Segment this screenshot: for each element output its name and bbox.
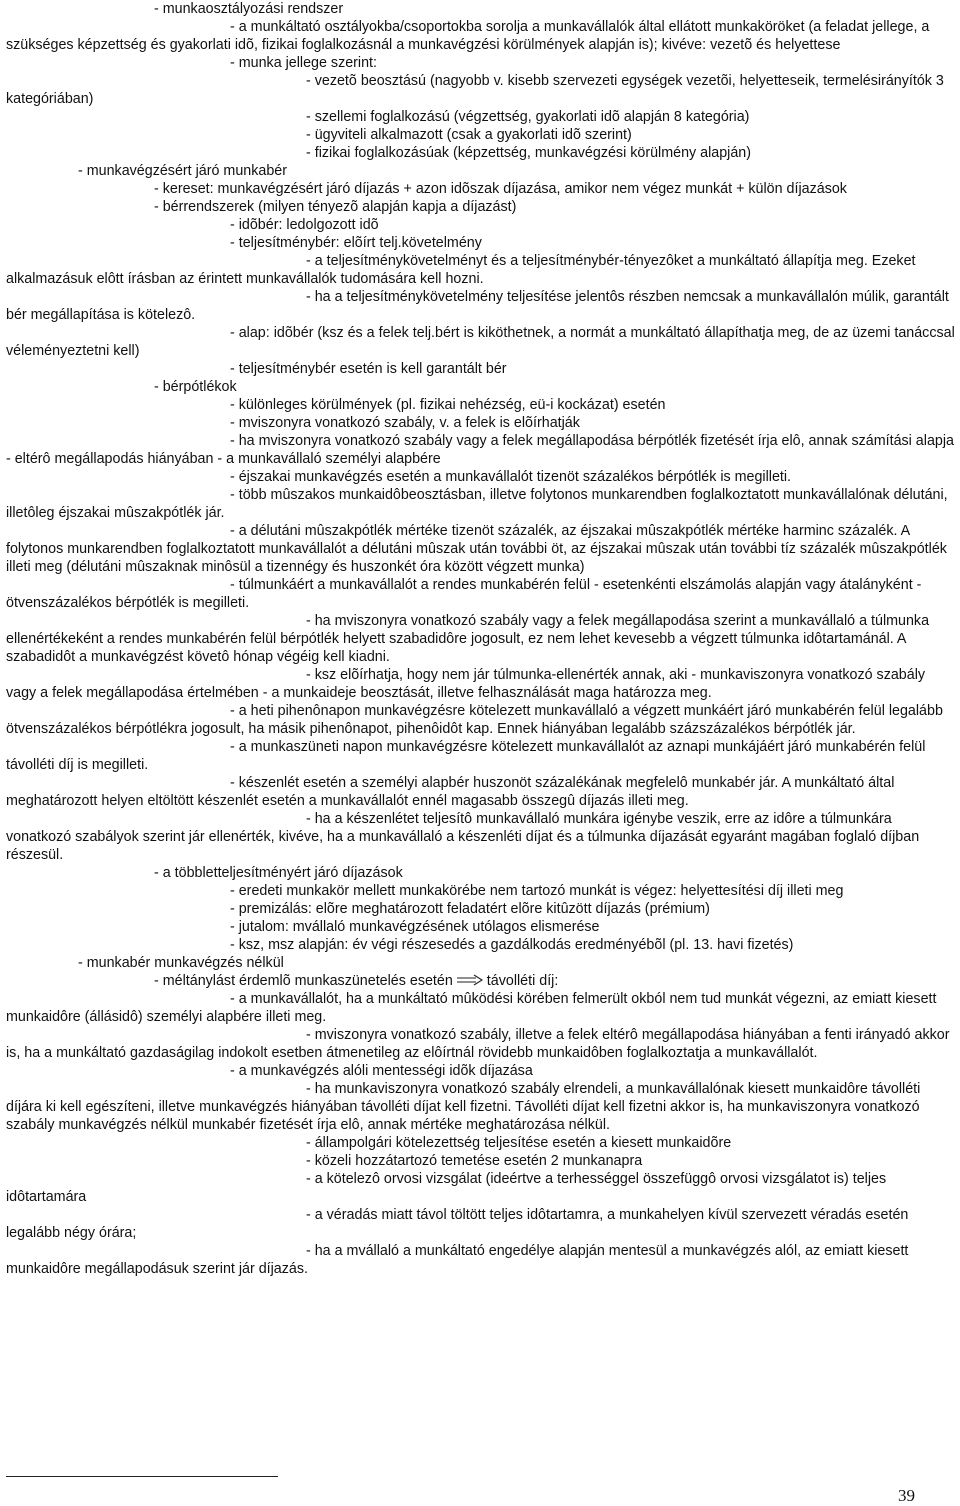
- text-line: - ksz, msz alapján: év végi részesedés a gazdálkodás eredményébõl (pl. 13. havi fizetés): [230, 937, 794, 953]
- right-arrow-icon: [456, 974, 484, 986]
- text-line: - ha a készenlétet teljesítô munkavállaló munkára igénybe veszik, erre az idôre a túlmunkára vonatkozó szabályok szerint jár ellenérték, kivéve, ha a munkavállaló a készenléti díjat és a túlmunka díjazását egyaránt magában foglaló díjban részesül.: [6, 811, 920, 863]
- text-line: - ha a mvállaló a munkáltató engedélye alapján mentesül a munkavégzés alól, az emiatt kiesett munkaidôre megállapodásuk szerint jár díjazás.: [6, 1243, 909, 1277]
- text-line: - bérpótlékok: [154, 379, 237, 395]
- text-line: - fizikai foglalkozásúak (képzettség, munkavégzési körülmény alapján): [306, 145, 752, 161]
- text-line: - bérrendszerek (milyen tényezõ alapján kapja a díjazást): [154, 199, 517, 215]
- arrow-line: [6, 972, 956, 990]
- document-body: [6, 0, 956, 1278]
- text-line: - ksz elõírhatja, hogy nem jár túlmunka-ellenérték annak, aki - munkaviszonyra vonatkozó szabály vagy a felek megállapodása értelmében - a munkaideje beosztását, illetve felhasználását maga határozza meg.: [6, 667, 926, 701]
- text-line: - vezetõ beosztású (nagyobb v. kisebb szervezeti egységek vezetõi, helyetteseik, termelésirányítók 3 kategóriában): [6, 73, 944, 107]
- text-line: - a munkavégzés alóli mentességi idõk díjazása: [230, 1063, 533, 1079]
- text-line: - különleges körülmények (pl. fizikai nehézség, eü-i kockázat) esetén: [230, 397, 666, 413]
- text-line: - ha mviszonyra vonatkozó szabály vagy a felek megállapodása bérpótlék fizetését írja elô, annak számítási alapja - eltérô megállapodás hiányában - a munkavállaló személyi alapbére: [6, 433, 954, 467]
- text-line: - készenlét esetén a személyi alapbér huszonöt százalékának megfelelô munkabér jár. A munkáltató által meghatározott helyen eltöltött készenlét esetén a munkavállalót ennél magasabb összegû díjazás illeti meg.: [6, 775, 895, 809]
- text-line: - a heti pihenônapon munkavégzésre kötelezett munkavállaló a végzett munkáért járó munkabérén felül legalább ötvenszázalékos bérpótlékra jogosult, ha másik pihenônapot, pihenôidôt kap. Ennek hiányában legalább százszázalékos bérpótlék jár.: [6, 703, 943, 737]
- text-line: - teljesítménybér: elõírt telj.követelmény: [230, 235, 482, 251]
- text-line: - ha munkaviszonyra vonatkozó szabály elrendeli, a munkavállalónak kiesett munkaidôre távolléti díjára ki kell egészíteni, illetve munkavégzés hiányában távolléti díjat kell fizetni. Távolléti díjat kell fizetni akkor is, ha munkaviszonyra vonatkozó szabály munkavégzés nélkül munkabér fizetését írja elô, annak mértéke meghatározása nélkül.: [6, 1081, 921, 1133]
- text-line: - mviszonyra vonatkozó szabály, illetve a felek eltérô megállapodása hiányában a fenti irányadó akkor is, ha a munkáltató gazdaságilag indokolt esetben átmenetileg az elôírtnál rövidebb munkaidôben foglalkoztatja a munkavállalót.: [6, 1027, 950, 1061]
- text-line: - munkaosztályozási rendszer: [154, 1, 344, 17]
- text-line: - a munkaszüneti napon munkavégzésre kötelezett munkavállalót az aznapi munkájáért járó munkabérén felül távolléti díj is megilleti.: [6, 739, 926, 773]
- footnote-divider: [6, 1476, 278, 1477]
- text-line: - ha a teljesítménykövetelmény teljesítése jelentôs részben nemcsak a munkavállalón múlik, garantált bér megállapítása is kötelezô.: [6, 289, 949, 323]
- text-line: - a teljesítménykövetelményt és a teljesítménybér-tényezôket a munkáltató állapítja meg. Ezeket alkalmazásuk elôtt írásban az érintett munkavállalók tudomására kell hozni.: [6, 253, 916, 287]
- text-line: - munka jellege szerint:: [230, 55, 378, 71]
- text-line: - idõbér: ledolgozott idõ: [230, 217, 379, 233]
- arrow-line-before: - méltánylást érdemlõ munkaszünetelés esetén: [154, 973, 453, 989]
- text-line: - szellemi foglalkozású (végzettség, gyakorlati idõ alapján 8 kategória): [306, 109, 750, 125]
- text-line: - a munkavállalót, ha a munkáltató mûködési körében felmerült okból nem tud munkát végezni, az emiatt kiesett munkaidôre (állásidô) személyi alapbére illeti meg.: [6, 991, 937, 1025]
- text-block-wages: [6, 0, 956, 972]
- text-line: - alap: idõbér (ksz és a felek telj.bért is kiköthetnek, a normát a munkáltató állapíthatja meg, de az üzemi tanáccsal véleményeztetni kell): [6, 325, 955, 359]
- text-line: - a munkáltató osztályokba/csoportokba sorolja a munkavállalók által ellátott munkaköröket (a feladat jellege, a szükséges képzettség és gyakorlati idõ, fizikai foglalkozásnál a munkavégzési körülmények alapján is); kivéve: vezetõ és helyettese: [6, 19, 930, 53]
- text-line: - jutalom: mvállaló munkavégzésének utólagos elismerése: [230, 919, 600, 935]
- text-line: - állampolgári kötelezettség teljesítése esetén a kiesett munkaidõre: [306, 1135, 732, 1151]
- text-line: - premizálás: elõre meghatározott feladatért elõre kitûzött díjazás (prémium): [230, 901, 710, 917]
- text-line: - a véradás miatt távol töltött teljes idôtartamra, a munkahelyen kívül szervezett véradás esetén legalább négy órára;: [6, 1207, 909, 1241]
- text-line: - a délutáni mûszakpótlék mértéke tizenöt százalék, az éjszakai mûszakpótlék mértéke harminc százalék. A folytonos munkarendben foglalkoztatott munkavállalót a délutáni mûszak után további öt, az éjszakai mûszak után további tíz százalék mûszakpótlék illeti meg (délutáni mûszaknak minôsül a tizennégy és huszonkét óra között végzett munka): [6, 523, 947, 575]
- text-line: - túlmunkáért a munkavállalót a rendes munkabérén felül - esetenkénti elszámolás alapján vagy átalányként - ötvenszázalékos bérpótlék is megilleti.: [6, 577, 922, 611]
- text-block-absence: [6, 990, 956, 1278]
- text-line: - több mûszakos munkaidôbeosztásban, illetve folytonos munkarendben foglalkoztatott munkavállalónak délutáni, illetôleg éjszakai mûszakpótlék jár.: [6, 487, 948, 521]
- text-line: - eredeti munkakör mellett munkakörébe nem tartozó munkát is végez: helyettesítési díj illeti meg: [230, 883, 844, 899]
- text-line: - munkavégzésért járó munkabér: [78, 163, 287, 179]
- text-line: - közeli hozzátartozó temetése esetén 2 munkanapra: [306, 1153, 643, 1169]
- text-line: - a kötelezô orvosi vizsgálat (ideértve a terhességgel összefüggô orvosi vizsgálatot is) teljes idôtartamára: [6, 1171, 887, 1205]
- text-line: - ügyviteli alkalmazott (csak a gyakorlati idõ szerint): [306, 127, 632, 143]
- text-line: - munkabér munkavégzés nélkül: [78, 955, 284, 971]
- text-line: - mviszonyra vonatkozó szabály, v. a felek is elõírhatják: [230, 415, 580, 431]
- page-number: 39: [898, 1486, 915, 1505]
- text-line: - éjszakai munkavégzés esetén a munkavállalót tizenöt százalékos bérpótlék is megilleti.: [230, 469, 792, 485]
- text-line: - a többletteljesítményért járó díjazások: [154, 865, 403, 881]
- text-line: - teljesítménybér esetén is kell garantált bér: [230, 361, 507, 377]
- text-line: - kereset: munkavégzésért járó díjazás + azon idõszak díjazása, amikor nem végez munkát + külön díjazások: [154, 181, 847, 197]
- arrow-line-after: távolléti díj:: [486, 973, 559, 989]
- text-line: - ha mviszonyra vonatkozó szabály vagy a felek megállapodása szerint a munkavállaló a túlmunka ellenértékeként a rendes munkabérén felül bérpótlék helyett szabadidôre jogosult, ez nem lehet kevesebb a végzett túlmunka idôtartamánál. A szabadidôt a munkavégzést követô hónap végéig kell kiadni.: [6, 613, 930, 665]
